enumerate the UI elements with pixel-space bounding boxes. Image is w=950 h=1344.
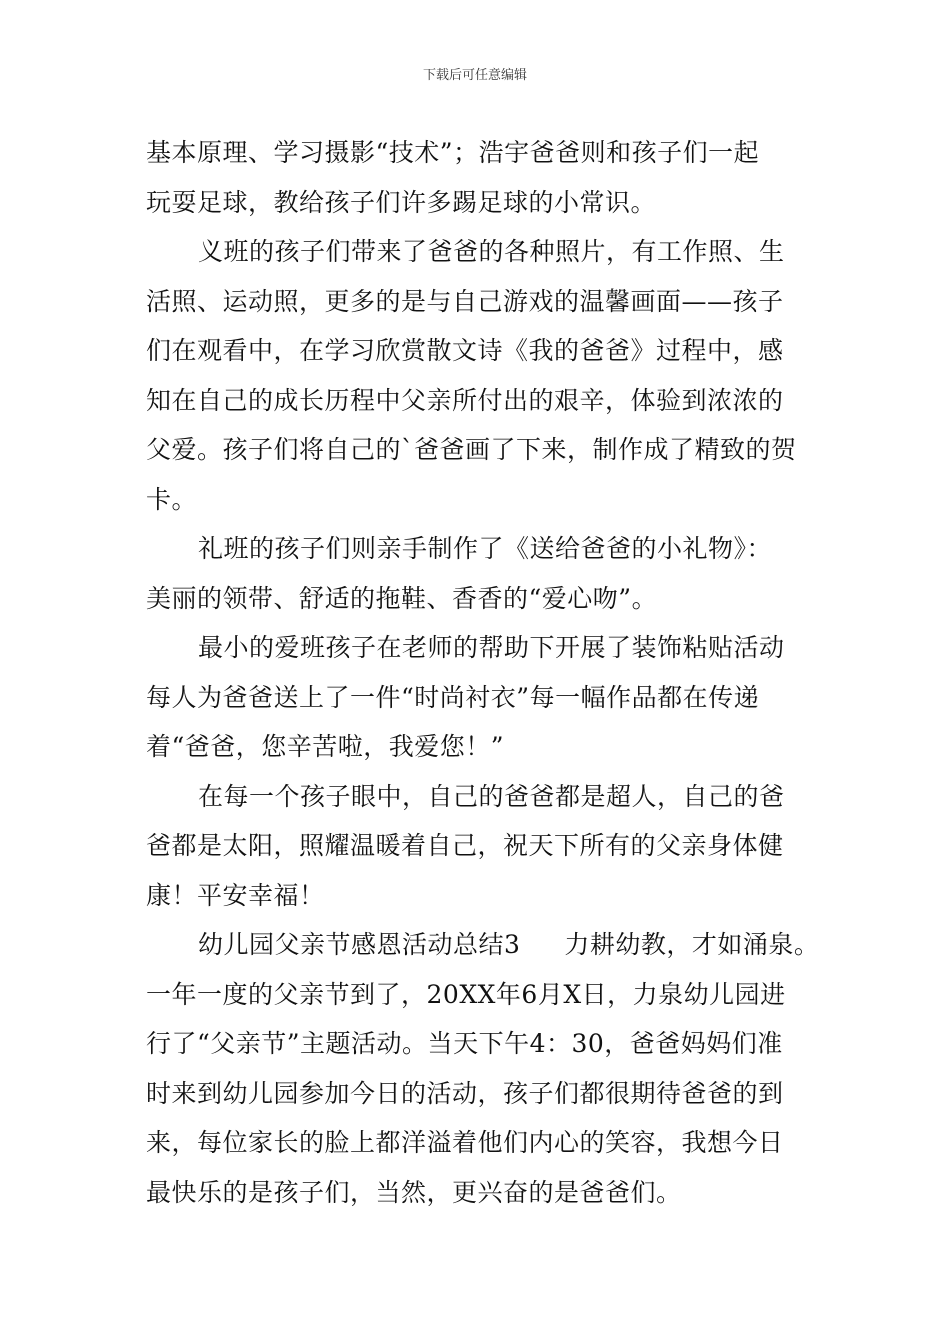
text-line: 康！平安幸福！: [146, 880, 325, 910]
section-title-line: [146, 920, 820, 970]
page-header: 下载后可任意编辑: [422, 68, 527, 83]
text-line: 父爱。孩子们将自己的`爸爸画了下来，制作成了精致的贺: [146, 435, 797, 464]
text-line: 义班的孩子们带来了爸爸的各种照片，有工作照、生: [198, 237, 785, 266]
text-line: 卡。: [146, 484, 198, 514]
paragraph: [146, 920, 820, 1217]
text-line: 最快乐的是孩子们，当然，更兴奋的是爸爸们。: [146, 1177, 682, 1207]
text-line: 着“爸爸，您辛苦啦，我爱您！”: [146, 732, 505, 761]
text-line: 在每一个孩子眼中，自己的爸爸都是超人，自己的爸: [198, 781, 785, 811]
paragraph: [146, 128, 806, 227]
text-line: 美丽的领带、舒适的拖鞋、香香的“爱心吻”。: [146, 583, 658, 613]
paragraph: [146, 772, 806, 921]
text-line: 基本原理、学习摄影“技术”；浩宇爸爸则和孩子们一起: [146, 138, 760, 167]
text-line: 一年一度的父亲节到了，20XX年6月X日，力泉幼儿园进: [146, 979, 786, 1009]
text-line: 爸都是太阳，照耀温暖着自己，祝天下所有的父亲身体健: [146, 831, 784, 860]
text-line: 来，每位家长的脸上都洋溢着他们内心的笑容，我想今日: [146, 1128, 784, 1157]
text-line: 最小的爱班孩子在老师的帮助下开展了装饰粘贴活动: [198, 633, 785, 662]
text-line: 礼班的孩子们则亲手制作了《送给爸爸的小礼物》：: [198, 534, 773, 563]
text-line: 知在自己的成长历程中父亲所付出的艰辛，体验到浓浓的: [146, 385, 784, 415]
paragraph: [146, 524, 806, 623]
text-line: 活照、运动照，更多的是与自己游戏的温馨画面——孩子: [146, 286, 784, 316]
document-body: [146, 128, 820, 1217]
text-line: 时来到幼儿园参加今日的活动，孩子们都很期待爸爸的到: [146, 1078, 784, 1108]
section-title: 幼儿园父亲节感恩活动总结3: [198, 930, 521, 959]
text-line: 玩耍足球，教给孩子们许多踢足球的小常识。: [146, 187, 657, 217]
paragraph: [146, 623, 806, 772]
text-line: 们在观看中，在学习欣赏散文诗《我的爸爸》过程中，感: [146, 336, 784, 365]
section-title-tail: 力耕幼教，才如涌泉。: [564, 930, 820, 959]
paragraph: [146, 227, 806, 524]
text-line: 每人为爸爸送上了一件“时尚衬衣”每一幅作品都在传递: [146, 682, 760, 712]
text-line: 行了“父亲节”主题活动。当天下午4：30，爸爸妈妈们准: [146, 1029, 783, 1058]
